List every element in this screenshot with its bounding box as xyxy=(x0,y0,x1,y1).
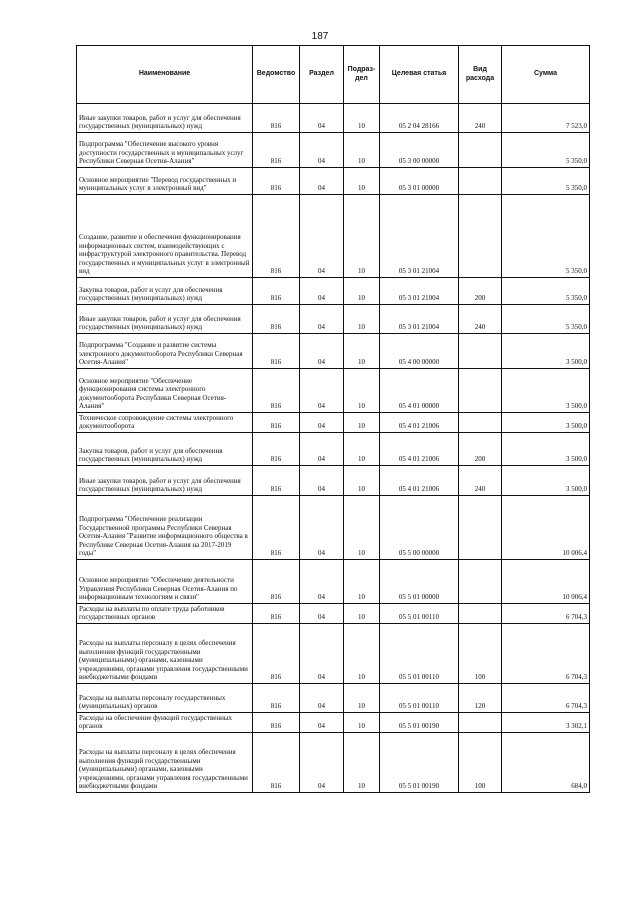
cell-subsection: 10 xyxy=(344,713,380,733)
cell-subsection: 10 xyxy=(344,466,380,496)
cell-subsection: 10 xyxy=(344,733,380,793)
cell-target-article: 05 3 01 21004 xyxy=(380,195,459,278)
cell-section: 04 xyxy=(300,684,344,713)
cell-department: 816 xyxy=(253,433,300,466)
cell-expense-type: 200 xyxy=(459,433,502,466)
cell-expense-type xyxy=(459,496,502,560)
cell-amount: 7 523,0 xyxy=(502,104,590,133)
cell-section: 04 xyxy=(300,334,344,369)
header-target-article: Целевая статья xyxy=(380,46,459,104)
table-row xyxy=(77,168,590,195)
cell-name: Закупка товаров, работ и услуг для обеспечения государственных (муниципальных) нужд xyxy=(77,433,253,466)
cell-department: 816 xyxy=(253,466,300,496)
table-row xyxy=(77,713,590,733)
cell-section: 04 xyxy=(300,560,344,604)
cell-department: 816 xyxy=(253,133,300,168)
cell-subsection: 10 xyxy=(344,195,380,278)
cell-target-article: 05 3 01 21004 xyxy=(380,278,459,305)
cell-subsection: 10 xyxy=(344,369,380,413)
table-row xyxy=(77,684,590,713)
cell-department: 816 xyxy=(253,413,300,433)
cell-name: Подпрограмма "Обеспечение высокого уровня доступности государственных и муниципальных услуг Республики Северная Осетия-Алания" xyxy=(77,133,253,168)
table-row xyxy=(77,369,590,413)
cell-amount: 3 500,0 xyxy=(502,413,590,433)
table-row xyxy=(77,466,590,496)
cell-section: 04 xyxy=(300,624,344,684)
cell-subsection: 10 xyxy=(344,168,380,195)
cell-target-article: 05 5 01 00110 xyxy=(380,684,459,713)
cell-department: 816 xyxy=(253,624,300,684)
cell-section: 04 xyxy=(300,278,344,305)
cell-expense-type: 240 xyxy=(459,466,502,496)
cell-target-article: 05 4 01 21006 xyxy=(380,433,459,466)
cell-name: Создание, развитие и обеспечение функционирования информационных систем, взаимодействующих с инфраструктурой электронного правительства. Перевод государственных и муниципальных услуг в электронный вид xyxy=(77,195,253,278)
cell-subsection: 10 xyxy=(344,413,380,433)
cell-name: Подпрограмма "Создание и развитие системы электронного документооборота Республики Северная Осетия-Алания" xyxy=(77,334,253,369)
cell-department: 816 xyxy=(253,369,300,413)
cell-target-article: 05 5 01 00110 xyxy=(380,604,459,624)
cell-expense-type: 240 xyxy=(459,305,502,334)
cell-department: 816 xyxy=(253,104,300,133)
budget-table xyxy=(76,45,590,793)
cell-section: 04 xyxy=(300,713,344,733)
cell-section: 04 xyxy=(300,413,344,433)
cell-section: 04 xyxy=(300,496,344,560)
table-row xyxy=(77,733,590,793)
cell-amount: 684,0 xyxy=(502,733,590,793)
cell-expense-type: 240 xyxy=(459,104,502,133)
cell-target-article: 05 4 01 21006 xyxy=(380,466,459,496)
cell-subsection: 10 xyxy=(344,496,380,560)
table-row xyxy=(77,278,590,305)
cell-name: Подпрограмма "Обеспечение реализации Государственной программы Республики Северная Осетия-Алания "Развитие информационного общества в Республике Северная Осетия-Алания на 2017-2019 годы" xyxy=(77,496,253,560)
cell-amount: 10 006,4 xyxy=(502,496,590,560)
cell-name: Расходы на выплаты персоналу в целях обеспечения выполнения функций государственными (муниципальными) органами, казенными учреждениями, органами управления государственными внебюджетными фондами xyxy=(77,624,253,684)
cell-department: 816 xyxy=(253,278,300,305)
header-section: Раздел xyxy=(300,46,344,104)
cell-target-article: 05 2 04 28166 xyxy=(380,104,459,133)
cell-expense-type xyxy=(459,334,502,369)
cell-subsection: 10 xyxy=(344,684,380,713)
cell-name: Расходы на выплаты по оплате труда работников государственных органов xyxy=(77,604,253,624)
table-row xyxy=(77,560,590,604)
cell-name: Основное мероприятие "Перевод государственных и муниципальных услуг в электронный вид" xyxy=(77,168,253,195)
cell-amount: 3 302,1 xyxy=(502,713,590,733)
cell-subsection: 10 xyxy=(344,305,380,334)
cell-name: Техническое сопровождение системы электронного документооборота xyxy=(77,413,253,433)
cell-target-article: 05 4 00 00000 xyxy=(380,334,459,369)
table-row xyxy=(77,195,590,278)
table-row xyxy=(77,433,590,466)
header-subsection: Подраз-дел xyxy=(344,46,380,104)
cell-amount: 5 350,0 xyxy=(502,133,590,168)
cell-name: Иные закупки товаров, работ и услуг для обеспечения государственных (муниципальных) нужд xyxy=(77,104,253,133)
cell-department: 816 xyxy=(253,733,300,793)
cell-target-article: 05 3 00 00000 xyxy=(380,133,459,168)
cell-target-article: 05 3 01 21004 xyxy=(380,305,459,334)
cell-name: Основное мероприятие "Обеспечение деятельности Управления Республики Северная Осетия-Алания по информационным технологиям и связи" xyxy=(77,560,253,604)
cell-section: 04 xyxy=(300,733,344,793)
table-header-row xyxy=(77,46,590,104)
header-amount: Сумма xyxy=(502,46,590,104)
cell-name: Иные закупки товаров, работ и услуг для обеспечения государственных (муниципальных) нужд xyxy=(77,466,253,496)
cell-section: 04 xyxy=(300,168,344,195)
cell-expense-type xyxy=(459,133,502,168)
cell-section: 04 xyxy=(300,604,344,624)
header-department: Ведомство xyxy=(253,46,300,104)
cell-subsection: 10 xyxy=(344,133,380,168)
page-number: 187 xyxy=(311,31,329,42)
cell-expense-type: 100 xyxy=(459,624,502,684)
cell-expense-type xyxy=(459,713,502,733)
cell-target-article: 05 5 01 00190 xyxy=(380,733,459,793)
table-row xyxy=(77,133,590,168)
table-row xyxy=(77,604,590,624)
cell-target-article: 05 5 01 00190 xyxy=(380,713,459,733)
cell-department: 816 xyxy=(253,195,300,278)
cell-amount: 6 704,3 xyxy=(502,684,590,713)
cell-section: 04 xyxy=(300,466,344,496)
cell-name: Иные закупки товаров, работ и услуг для обеспечения государственных (муниципальных) нужд xyxy=(77,305,253,334)
cell-subsection: 10 xyxy=(344,278,380,305)
table-row xyxy=(77,413,590,433)
cell-target-article: 05 4 01 21006 xyxy=(380,413,459,433)
cell-subsection: 10 xyxy=(344,433,380,466)
table-row xyxy=(77,104,590,133)
cell-name: Закупка товаров, работ и услуг для обеспечения государственных (муниципальных) нужд xyxy=(77,278,253,305)
cell-department: 816 xyxy=(253,334,300,369)
cell-expense-type xyxy=(459,369,502,413)
table-row xyxy=(77,305,590,334)
cell-target-article: 05 5 00 00000 xyxy=(380,496,459,560)
cell-amount: 6 704,3 xyxy=(502,624,590,684)
cell-amount: 3 500,0 xyxy=(502,334,590,369)
cell-section: 04 xyxy=(300,104,344,133)
cell-department: 816 xyxy=(253,560,300,604)
cell-name: Основное мероприятие "Обеспечение функционирования системы электронного документооборота Республики Северная Осетия-Алания" xyxy=(77,369,253,413)
cell-expense-type: 120 xyxy=(459,684,502,713)
cell-subsection: 10 xyxy=(344,334,380,369)
table-row xyxy=(77,624,590,684)
cell-department: 816 xyxy=(253,305,300,334)
cell-department: 816 xyxy=(253,168,300,195)
cell-amount: 3 500,0 xyxy=(502,369,590,413)
header-expense-type: Вид расхода xyxy=(459,46,502,104)
cell-expense-type xyxy=(459,604,502,624)
cell-name: Расходы на выплаты персоналу государственных (муниципальных) органов xyxy=(77,684,253,713)
cell-name: Расходы на выплаты персоналу в целях обеспечения выполнения функций государственными (муниципальными) органами, казенными учреждениями, органами управления государственными внебюджетными фондами xyxy=(77,733,253,793)
table-row xyxy=(77,496,590,560)
cell-department: 816 xyxy=(253,496,300,560)
cell-name: Расходы на обеспечение функций государственных органов xyxy=(77,713,253,733)
cell-section: 04 xyxy=(300,195,344,278)
cell-subsection: 10 xyxy=(344,560,380,604)
cell-amount: 3 500,0 xyxy=(502,466,590,496)
cell-expense-type: 100 xyxy=(459,733,502,793)
cell-amount: 5 350,0 xyxy=(502,168,590,195)
cell-amount: 3 500,0 xyxy=(502,433,590,466)
cell-expense-type xyxy=(459,413,502,433)
cell-target-article: 05 3 01 00000 xyxy=(380,168,459,195)
cell-amount: 5 350,0 xyxy=(502,195,590,278)
cell-expense-type: 200 xyxy=(459,278,502,305)
cell-amount: 10 006,4 xyxy=(502,560,590,604)
cell-section: 04 xyxy=(300,305,344,334)
cell-expense-type xyxy=(459,168,502,195)
cell-amount: 6 704,3 xyxy=(502,604,590,624)
cell-amount: 5 350,0 xyxy=(502,278,590,305)
cell-section: 04 xyxy=(300,369,344,413)
table-body xyxy=(77,104,590,793)
header-name: Наименование xyxy=(77,46,253,104)
cell-subsection: 10 xyxy=(344,104,380,133)
cell-section: 04 xyxy=(300,433,344,466)
cell-target-article: 05 5 01 00000 xyxy=(380,560,459,604)
cell-subsection: 10 xyxy=(344,624,380,684)
cell-expense-type xyxy=(459,195,502,278)
cell-amount: 5 350,0 xyxy=(502,305,590,334)
cell-target-article: 05 4 01 00000 xyxy=(380,369,459,413)
cell-expense-type xyxy=(459,560,502,604)
cell-department: 816 xyxy=(253,713,300,733)
cell-target-article: 05 5 01 00110 xyxy=(380,624,459,684)
cell-section: 04 xyxy=(300,133,344,168)
cell-department: 816 xyxy=(253,604,300,624)
cell-department: 816 xyxy=(253,684,300,713)
table-row xyxy=(77,334,590,369)
cell-subsection: 10 xyxy=(344,604,380,624)
